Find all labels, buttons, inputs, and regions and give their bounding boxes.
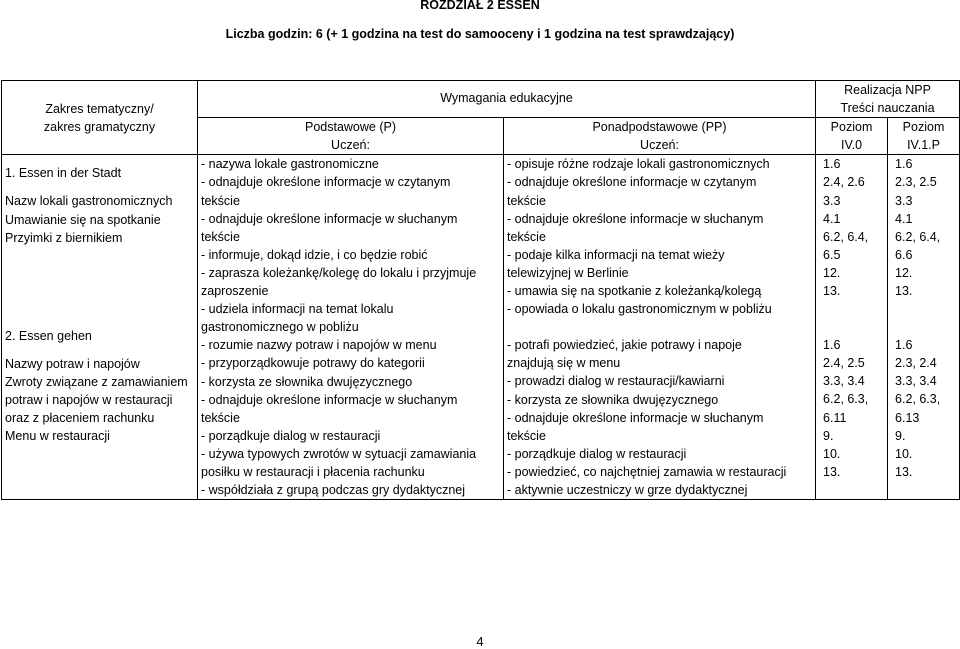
basic-requirement: gastronomicznego w pobliżu <box>201 320 359 335</box>
topic-title: 1. Essen in der Stadt <box>5 166 122 181</box>
level1-code: 12. <box>823 265 841 280</box>
level-col1-header-line: Poziom <box>830 120 873 135</box>
level1-cell <box>816 155 888 500</box>
level1-code: 2.4, 2.5 <box>823 356 865 371</box>
basic-requirement: - zaprasza koleżankę/kolegę do lokalu i przyjmuje <box>201 265 477 280</box>
level2-code: 12. <box>895 265 913 280</box>
level2-code: 3.3, 3.4 <box>895 374 937 389</box>
basic-requirement: tekście <box>201 410 240 425</box>
level1-code: 9. <box>823 428 834 443</box>
level2-code: 13. <box>895 464 913 479</box>
topic-line: Menu w restauracji <box>5 429 110 444</box>
level2-code: 13. <box>895 284 913 299</box>
level1-code: 13. <box>823 464 841 479</box>
basic-header-title: Podstawowe (P) <box>304 120 396 135</box>
topic-title: 2. Essen gehen <box>5 328 92 343</box>
curriculum-table <box>1 80 960 500</box>
level1-code: 13. <box>823 284 841 299</box>
advanced-requirement: - korzysta ze słownika dwujęzycznego <box>507 392 719 407</box>
advanced-requirement: tekście <box>507 229 546 244</box>
topic-line: Umawianie się na spotkanie <box>5 212 161 227</box>
basic-requirement: - odnajduje określone informacje w słuchanym <box>201 211 458 226</box>
topic-cell <box>2 155 198 500</box>
advanced-requirement: - odnajduje określone informacje w słuchanym <box>507 211 764 226</box>
level-col2-header-line: IV.1.P <box>907 138 940 153</box>
basic-requirement: - informuje, dokąd idzie, i co będzie robić <box>201 247 428 262</box>
advanced-requirement: - potrafi powiedzieć, jakie potrawy i napoje <box>507 338 742 353</box>
basic-requirement: tekście <box>201 193 240 208</box>
level1-code: 3.3 <box>823 193 841 208</box>
basic-requirements-cell <box>198 155 504 500</box>
topic-line: Nazwy potraw i napojów <box>5 356 140 371</box>
level1-code: 1.6 <box>823 157 841 172</box>
advanced-requirement: - umawia się na spotkanie z koleżanką/kolegą <box>507 284 762 299</box>
level2-code: 1.6 <box>895 157 913 172</box>
advanced-requirement: - aktywnie uczestniczy w grze dydaktycznej <box>507 482 748 497</box>
basic-header <box>198 118 504 155</box>
advanced-requirement: znajdują się w menu <box>507 356 621 371</box>
advanced-requirement: - odnajduje określone informacje w czytanym <box>507 175 757 190</box>
level-col2-header <box>888 118 960 155</box>
level-col1-header-line: IV.0 <box>840 138 863 153</box>
level1-code: 6.5 <box>823 247 841 262</box>
advanced-requirements-cell <box>504 155 816 500</box>
level2-code: 10. <box>895 446 913 461</box>
advanced-requirement: - opisuje różne rodzaje lokali gastronomicznych <box>507 157 770 172</box>
topic-line: Zwroty związane z zamawianiem <box>5 374 188 389</box>
level1-code: 2.4, 2.6 <box>823 175 865 190</box>
level2-code: 4.1 <box>895 211 913 226</box>
basic-requirement: - odnajduje określone informacje w czytanym <box>201 175 451 190</box>
npp-header-line: Treści nauczania <box>840 101 935 116</box>
basic-requirement: zaproszenie <box>201 284 269 299</box>
hours-info: Liczba godzin: 6 (+ 1 godzina na test do samooceny i 1 godzina na test sprawdzający) <box>225 27 735 41</box>
topic-line: Nazw lokali gastronomicznych <box>5 194 173 209</box>
level1-code: 6.2, 6.3, <box>823 392 869 407</box>
level2-code: 9. <box>895 428 906 443</box>
page-number: 4 <box>476 634 484 649</box>
level2-code: 3.3 <box>895 193 913 208</box>
topic-header-line: Zakres tematyczny/ <box>45 101 154 116</box>
advanced-header-title: Ponadpodstawowe (PP) <box>592 120 727 135</box>
npp-header <box>816 81 960 118</box>
advanced-student-label: Uczeń: <box>640 138 679 153</box>
level1-code: 6.2, 6.4, <box>823 229 869 244</box>
level-col1-header <box>816 118 888 155</box>
level2-code: 6.13 <box>895 410 920 425</box>
topic-line: Przyimki z biernikiem <box>5 230 123 245</box>
level2-code: 2.3, 2.4 <box>895 356 937 371</box>
basic-requirement: - nazywa lokale gastronomiczne <box>201 157 379 172</box>
npp-header-line: Realizacja NPP <box>844 83 931 97</box>
basic-requirement: - przyporządkowuje potrawy do kategorii <box>201 356 425 371</box>
basic-requirement: posiłku w restauracji i płacenia rachunku <box>201 464 425 479</box>
advanced-requirement: telewizyjnej w Berlinie <box>507 265 629 280</box>
table-row <box>2 155 960 500</box>
basic-student-label: Uczeń: <box>331 138 370 153</box>
advanced-requirement: - porządkuje dialog w restauracji <box>507 446 687 461</box>
level1-code: 10. <box>823 446 841 461</box>
level2-code: 2.3, 2.5 <box>895 175 937 190</box>
basic-requirement: - używa typowych zwrotów w sytuacji zamawiania <box>201 446 477 461</box>
advanced-requirement: - opowiada o lokalu gastronomicznym w pobliżu <box>507 302 772 317</box>
basic-requirement: - udziela informacji na temat lokalu <box>201 302 394 317</box>
level1-code: 6.11 <box>823 410 847 425</box>
basic-requirement: tekście <box>201 229 240 244</box>
requirements-header: Wymagania edukacyjne <box>198 81 816 118</box>
advanced-requirement: - podaje kilka informacji na temat wieży <box>507 247 725 262</box>
table-header-row-1 <box>2 81 960 118</box>
level2-code: 1.6 <box>895 338 913 353</box>
basic-requirement: - rozumie nazwy potraw i napojów w menu <box>201 338 437 353</box>
level1-code: 4.1 <box>823 211 841 226</box>
topic-header-line: zakres gramatyczny <box>43 119 156 134</box>
advanced-header <box>504 118 816 155</box>
basic-requirement: - współdziała z grupą podczas gry dydaktycznej <box>201 483 466 498</box>
topic-header <box>2 81 198 155</box>
level2-cell <box>888 155 960 500</box>
advanced-requirement: - powiedzieć, co najchętniej zamawia w restauracji <box>507 464 787 479</box>
level-col2-header-line: Poziom <box>902 120 945 135</box>
topic-line: potraw i napojów w restauracji <box>5 393 173 408</box>
level2-code: 6.2, 6.4, <box>895 229 941 244</box>
advanced-requirement: tekście <box>507 193 546 208</box>
level2-code: 6.6 <box>895 247 913 262</box>
advanced-requirement: - prowadzi dialog w restauracji/kawiarni <box>507 374 725 389</box>
level1-code: 1.6 <box>823 338 841 353</box>
topic-line: oraz z płaceniem rachunku <box>5 411 155 426</box>
advanced-requirement: tekście <box>507 428 546 443</box>
chapter-title: ROZDZIAŁ 2 ESSEN <box>420 0 540 12</box>
basic-requirement: - porządkuje dialog w restauracji <box>201 428 381 443</box>
level1-code: 3.3, 3.4 <box>823 374 865 389</box>
advanced-requirement: - odnajduje określone informacje w słuchanym <box>507 410 764 425</box>
basic-requirement: - korzysta ze słownika dwujęzycznego <box>201 374 413 389</box>
level2-code: 6.2, 6.3, <box>895 392 941 407</box>
basic-requirement: - odnajduje określone informacje w słuchanym <box>201 392 458 407</box>
